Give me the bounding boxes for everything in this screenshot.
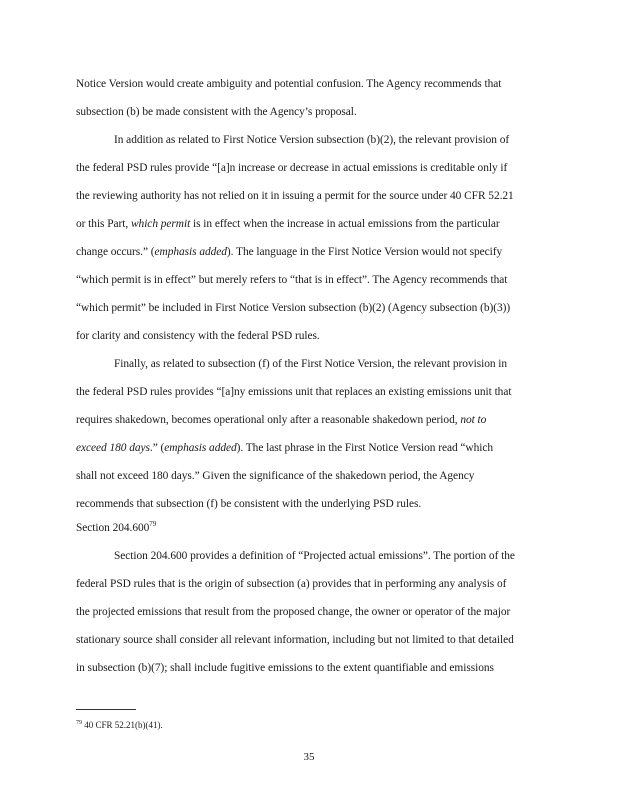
- text-run: “which permit” be included in First Notice Version subsection (b)(2) (Agency subsection (b)(3)): [76, 302, 511, 314]
- text-run: recommends that subsection (f) be consistent with the underlying PSD rules.: [76, 498, 422, 510]
- text-line-18: [76, 577, 506, 591]
- text-line-16: [76, 497, 421, 511]
- text-line-19: [76, 605, 510, 619]
- emphasis-text: emphasis added: [164, 442, 237, 454]
- footnote-separator: [76, 709, 136, 710]
- text-run: Notice Version would create ambiguity and potential confusion. The Agency recommends that: [76, 78, 502, 90]
- text-line-7: [76, 245, 502, 259]
- text-line-17: [114, 549, 515, 563]
- emphasis-text: emphasis added: [154, 246, 227, 258]
- footnote-text: 40 CFR 52.21(b)(41).: [82, 720, 163, 730]
- text-run: Section 204.600: [76, 522, 150, 534]
- text-run: Section 204.600 provides a definition of “Projected actual emissions”. The portion of the: [114, 550, 515, 562]
- text-run: the federal PSD rules provide “[a]n increase or decrease in actual emissions is creditable only if: [76, 162, 508, 174]
- emphasis-text: exceed 180 days: [76, 442, 150, 454]
- text-run: the federal PSD rules provides “[a]ny emissions unit that replaces an existing emissions unit that: [76, 386, 512, 398]
- text-run: the reviewing authority has not relied on it in issuing a permit for the source under 40 CFR 52.21: [76, 190, 514, 202]
- text-line-1: [76, 77, 501, 91]
- text-line-8: [76, 273, 507, 287]
- text-run: is in effect when the increase in actual emissions from the particular: [190, 218, 500, 230]
- text-run: ). The last phrase in the First Notice Version read “which: [236, 442, 494, 454]
- text-line-10: [76, 329, 320, 343]
- text-line-13: [76, 413, 486, 427]
- text-run: subsection (b) be made consistent with the Agency’s proposal.: [76, 106, 357, 118]
- text-run: federal PSD rules that is the origin of subsection (a) provides that in performing any analysis of: [76, 578, 507, 590]
- text-run: Finally, as related to subsection (f) of the First Notice Version, the relevant provision in: [114, 358, 508, 370]
- page-number: 35: [303, 751, 315, 763]
- text-run: or this Part,: [76, 218, 131, 230]
- text-run: the projected emissions that result from the proposed change, the owner or operator of the major: [76, 606, 511, 618]
- text-run: shall not exceed 180 days.” Given the significance of the shakedown period, the Agency: [76, 470, 475, 482]
- text-run: ). The language in the First Notice Version would not specify: [226, 246, 503, 258]
- text-run: In addition as related to First Notice Version subsection (b)(2), the relevant provision of: [114, 134, 510, 146]
- text-line-3: [114, 133, 509, 147]
- text-run: “which permit is in effect” but merely refers to “that is in effect”. The Agency recommends that: [76, 274, 508, 286]
- text-line-9: [76, 301, 510, 315]
- footnote-reference: 79: [149, 520, 157, 529]
- footnote: [76, 720, 163, 730]
- text-line-4: [76, 161, 507, 175]
- emphasis-text: not to: [460, 414, 487, 426]
- text-run: change occurs.” (: [76, 246, 155, 258]
- text-line-5: [76, 189, 514, 203]
- text-line-20: [76, 633, 514, 647]
- footnote-number: 79: [76, 720, 82, 726]
- text-run: requires shakedown, becomes operational only after a reasonable shakedown period,: [76, 414, 461, 426]
- text-run: in subsection (b)(7); shall include fugitive emissions to the extent quantifiable and emissions: [76, 662, 494, 674]
- text-line-14: [76, 441, 493, 455]
- section-heading: [76, 521, 156, 535]
- text-line-6: [76, 217, 500, 231]
- text-line-2: [76, 105, 357, 119]
- text-line-15: [76, 469, 474, 483]
- text-line-21: [76, 661, 494, 675]
- text-run: stationary source shall consider all relevant information, including but not limited to that detailed: [76, 634, 514, 646]
- text-line-12: [76, 385, 511, 399]
- emphasis-text: which permit: [131, 218, 191, 230]
- text-line-11: [114, 357, 507, 371]
- text-run: .” (: [149, 442, 165, 454]
- text-run: for clarity and consistency with the federal PSD rules.: [76, 330, 320, 342]
